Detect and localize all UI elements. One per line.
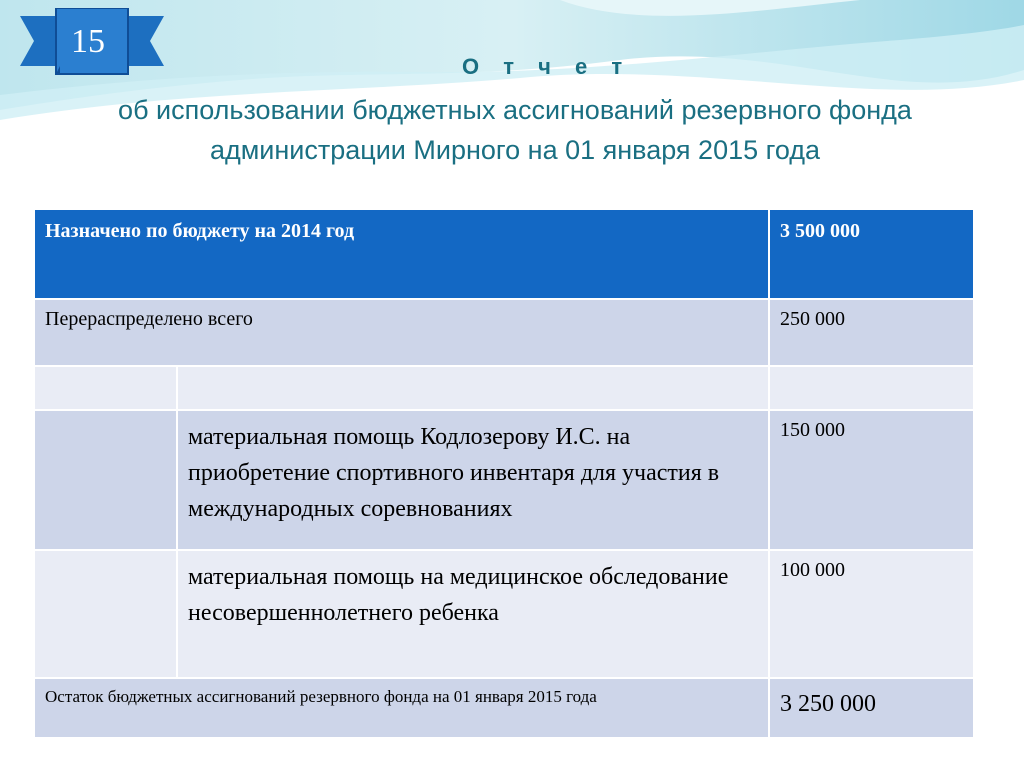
- remainder-value: 3 250 000: [769, 678, 974, 738]
- medical-aid-label: материальная помощь на медицинское обследование несовершеннолетнего ребенка: [177, 550, 769, 678]
- medical-aid-value: 100 000: [769, 550, 974, 678]
- table-row-empty: [34, 366, 974, 410]
- remainder-label: Остаток бюджетных ассигнований резервного фонда на 01 января 2015 года: [34, 678, 769, 738]
- budget-report-table: [33, 208, 975, 739]
- indent-cell: [34, 550, 177, 678]
- sports-aid-label: материальная помощь Кодлозерову И.С. на приобретение спортивного инвентаря для участия в международных соревнованиях: [177, 410, 769, 550]
- table-row-medical-aid: [34, 550, 974, 678]
- indent-cell: [34, 410, 177, 550]
- table-row-redistributed: [34, 299, 974, 366]
- slide-subtitle: [30, 90, 1000, 170]
- redistributed-value: 250 000: [769, 299, 974, 366]
- slide-title: О т ч е т: [462, 54, 632, 79]
- subtitle-line-2: администрации Мирного на 01 января 2015 года: [209, 135, 821, 165]
- table-row-remainder: [34, 678, 974, 738]
- redistributed-label: Перераспределено всего: [34, 299, 769, 366]
- assigned-label: Назначено по бюджету на 2014 год: [34, 209, 769, 299]
- empty-cell: [34, 366, 177, 410]
- empty-cell: [177, 366, 769, 410]
- table-row-sports-aid: [34, 410, 974, 550]
- empty-cell: [769, 366, 974, 410]
- sports-aid-value: 150 000: [769, 410, 974, 550]
- subtitle-line-1: об использовании бюджетных ассигнований резервного фонда: [118, 95, 912, 125]
- slide-number: 15: [71, 23, 105, 60]
- assigned-value: 3 500 000: [769, 209, 974, 299]
- table-row-assigned: [34, 209, 974, 299]
